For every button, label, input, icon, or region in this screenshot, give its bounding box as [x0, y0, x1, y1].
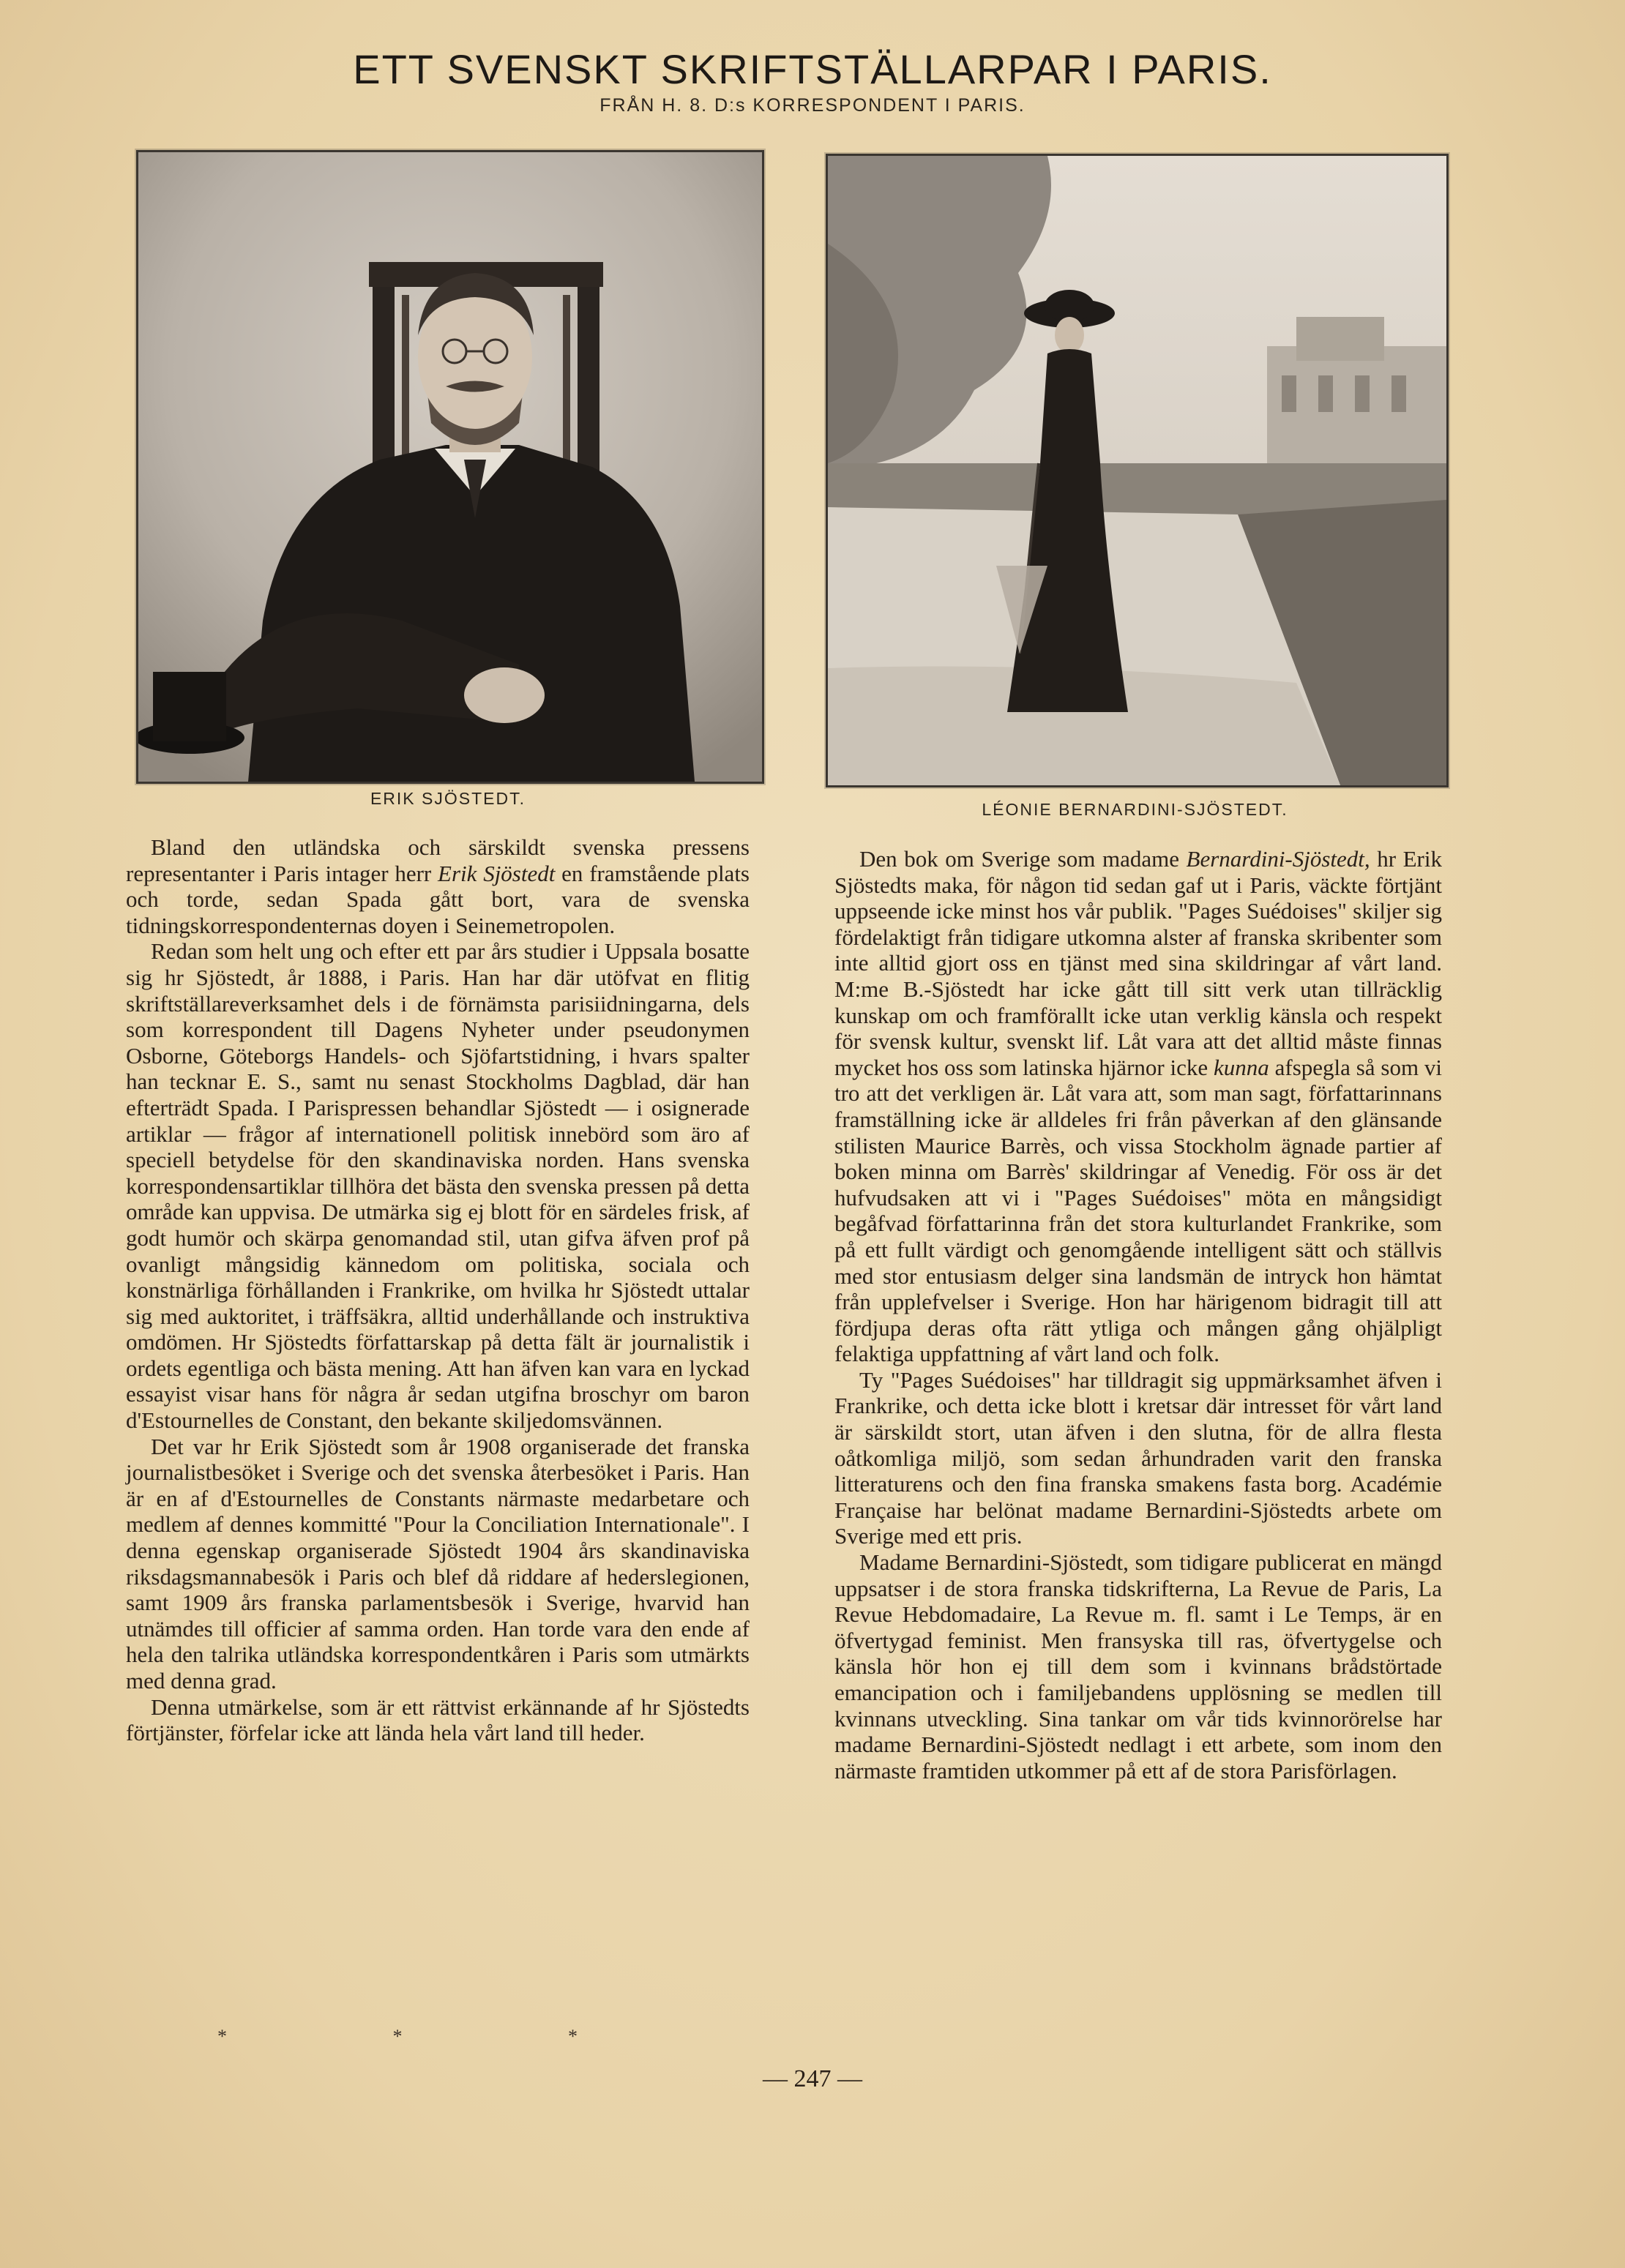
portrait-illustration: [138, 152, 762, 782]
section-divider-stars: * * *: [217, 2026, 658, 2047]
paragraph: Bland den utländska och särskildt svenska pressens representanter i Paris intager herr Erik Sjöstedt en framstående plats och torde, sedan Spada gått bort, vara de svenska tidningskorrespondenternas doyen i Seinemetropolen.: [126, 834, 750, 938]
person-name: Bernardini-Sjöstedt,: [1186, 846, 1370, 872]
paragraph: Ty "Pages Suédoises" har tilldragit sig uppmärksamhet äfven i Frankrike, och detta icke blott i kretsar där intresset för vårt land är särskildt stort, utan äfven i den slutna, för de allra flesta oåtkomliga miljö, som sedan århundraden varit den franska litteraturens och den fina franska smakens fasta borg. Académie Française har belönat madame Bernardini-Sjöstedts arbete om Sverige med ett pris.: [834, 1366, 1442, 1549]
person-name: Erik Sjöstedt: [438, 860, 556, 886]
portrait-photo-erik: [136, 150, 764, 784]
photo-caption-right: LÉONIE BERNARDINI-SJÖSTEDT.: [982, 800, 1288, 819]
park-photo-leonie: [826, 154, 1449, 787]
photo-caption-left: ERIK SJÖSTEDT.: [370, 789, 526, 808]
byline: FRÅN H. 8. D:s KORRESPONDENT I PARIS.: [599, 95, 1026, 116]
paragraph: Det var hr Erik Sjöstedt som år 1908 organiserade det franska journalistbesöket i Sverige och det svenska återbesöket i Paris. Han är en af d'Estournelles de Constants närmaste medarbetare och medlem af dennes kommitté "Pour la Conciliation Internationale". I denna egenskap organiserade Sjöstedt 1904 års skandinaviska riksdagsmannabesök i Paris och blef då riddare af hederslegionen, samt 1909 års franska parlamentsbesök i Sverige, hvarvid han utnämdes till officier af samma orden. Han torde vara den ende af hela den talrika utländska korrespondentkåren i Paris som utmärkts med denna grad.: [126, 1433, 750, 1693]
page-number: — 247 —: [763, 2065, 862, 2092]
paragraph: Madame Bernardini-Sjöstedt, som tidigare publicerat en mängd uppsatser i de stora franska tidskrifterna, La Revue de Paris, La Revue Hebdomadaire, La Revue m. fl. samt i Le Temps, är en öfvertygad feminist. Men fransyska till ras, öfvertygelse och känsla hör hon ej till dem som i kvinnans brådstörtade emancipation och i familjebandens upplösning se medlen till kvinnans utveckling. Sina tankar om vår tids kvinnorörelse har madame Bernardini-Sjöstedt nedlagt i ett arbete, som inom den närmaste framtiden utkommer på ett af de stora Parisförlagen.: [834, 1549, 1442, 1784]
paragraph: Denna utmärkelse, som är ett rättvist erkännande af hr Sjöstedts förtjänster, förfelar icke att lända hela vårt land till heder.: [126, 1693, 750, 1746]
article-column-left: [126, 834, 750, 1746]
emphasis: kunna: [1214, 1054, 1269, 1080]
park-scene-illustration: [828, 156, 1446, 785]
article-column-right: [834, 846, 1442, 1784]
paragraph: Redan som helt ung och efter ett par års studier i Uppsala bosatte sig hr Sjöstedt, år 1888, i Paris. Han har där utöfvat en flitig skriftställareverksamhet dels i de förnämsta parisiidningarna, dels som korrespondent till Dagens Nyheter under pseudonymen Osborne, Göteborgs Handels- och Sjöfartstidning, i hvars spalter han tecknar E. S., samt nu senast Stockholms Dagblad, där han efterträdt Spada. I Parispressen behandlar Sjöstedt — i osignerade artiklar — frågor af internationell politisk innebörd som äro af speciell betydelse för den skandinaviska norden. Hans svenska korrespondensartiklar tillhöra det bästa den svenska pressen på detta område kan uppvisa. De utmärka sig ej blott för en särdeles frisk, af godt humör och skärpa genomandad stil, utan gifva äfven prof på ovanligt mångsidig kännedom om politiska, sociala och konstnärliga förhållanden i Frankrike, om hvilka hr Sjöstedt uttalar sig med auktoritet, i träffsäkra, alltid underhållande och instruktiva omdömen. Hr Sjöstedts författarskap på detta fält är journalistik i ordets egentliga och bästa mening. Att han äfven kan vara en lyckad essayist visar hans för några år sedan utgifna broschyr om baron d'Estournelles de Constant, den bekante skiljedomsvännen.: [126, 938, 750, 1434]
page-title: ETT SVENSKT SKRIFTSTÄLLARPAR I PARIS.: [353, 46, 1272, 92]
paragraph: Den bok om Sverige som madame Bernardini-Sjöstedt, hr Erik Sjöstedts maka, för någon tid sedan gaf ut i Paris, väckte förtjänt uppseende icke minst hos vår publik. "Pages Suédoises" skiljer sig fördelaktigt från tidigare utkomna alster af franska skribenter som inte alltid gjort oss en tjänst med sina skildringar af vårt land. M:me B.-Sjöstedt har icke gått till sitt verk utan tillräcklig kunskap om och framförallt icke utan verklig känsla och respekt för svensk kultur, svenskt lif. Låt vara att det alltid måste finnas mycket hos oss som latinska hjärnor icke kunna afspegla så som vi tro att det verkligen är. Låt vara att, som man sagt, författarinnans framställning icke är alldeles fri från påverkan af den glänsande stilisten Maurice Barrès, och vissa Stockholm ägnade partier af boken minna om Barrès' skildringar af Venedig. För oss är det hufvudsaken att vi i "Pages Suédoises" möta en mångsidigt begåfvad författarinna från det stora kulturlandet Frankrike, som på ett fullt värdigt och genomgående intelligent sätt och ställvis med stor entusiasm delger sina landsmän de intryck hon hämtat från upplefvelser i Sverige. Hon har härigenom bidragit till att fördjupa deras ofta rätt ytliga och mången gång ohjälpligt felaktiga uppfattning af vårt land och folk.: [834, 846, 1443, 1367]
